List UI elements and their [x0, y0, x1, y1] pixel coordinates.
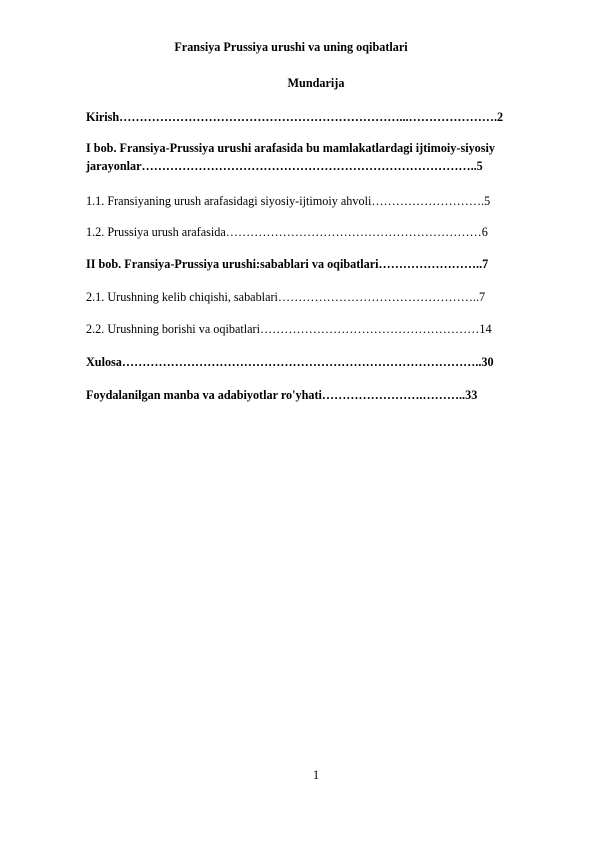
- toc-entry-section-2-2: 2.2. Urushning borishi va oqibatlari………………………………………………14: [86, 322, 492, 336]
- toc-entry-chapter-1-line-2: jarayonlar………………………………………………………………………..5: [86, 159, 483, 173]
- toc-heading: Mundarija: [287, 76, 345, 90]
- document-title: Fransiya Prussiya urushi va uning oqibatlari: [174, 40, 408, 54]
- toc-entry-chapter-1-line-1: I bob. Fransiya-Prussiya urushi arafasida bu mamlakatlardagi ijtimoiy-siyosiy: [86, 141, 496, 155]
- toc-entry-conclusion: Xulosa……………………………………………………………………………..30: [86, 355, 494, 369]
- toc-entry-chapter-1: [86, 139, 556, 175]
- toc-entry-intro: Kirish……………………………………………………………...………………….2: [86, 110, 504, 124]
- toc-entry-section-1-1: 1.1. Fransiyaning urush arafasidagi siyosiy-ijtimoiy ahvoli……………………….5: [86, 194, 491, 208]
- page-number: 1: [312, 768, 320, 782]
- toc-entry-chapter-2: II bob. Fransiya-Prussiya urushi:sabablari va oqibatlari……………………..7: [86, 257, 489, 271]
- toc-entry-section-1-2: 1.2. Prussiya urush arafasida………………………………………………………6: [86, 225, 488, 239]
- toc-entry-section-2-1: 2.1. Urushning kelib chiqishi, sabablari…………………………………………..7: [86, 290, 486, 304]
- toc-entry-references: Foydalanilgan manba va adabiyotlar ro'yhati…………………….………..33: [86, 388, 478, 402]
